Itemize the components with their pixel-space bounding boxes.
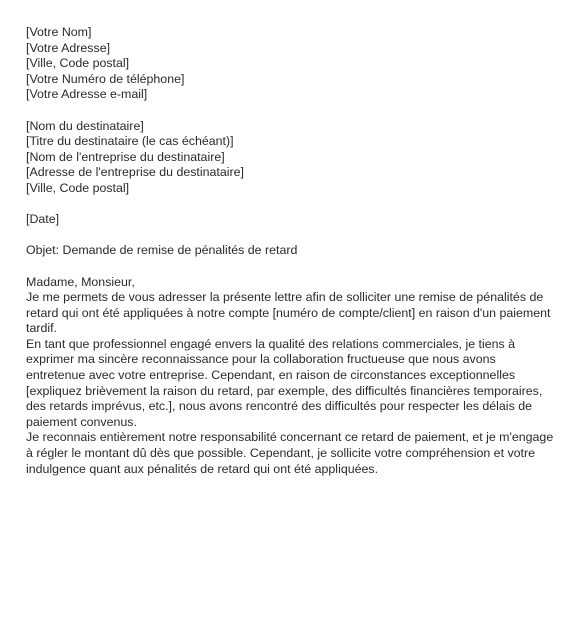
letter-subject [26,243,556,259]
recipient-city-postal: [Ville, Code postal] [26,180,130,195]
recipient-title: [Titre du destinataire (le cas échéant)] [26,134,234,149]
recipient-company: [Nom de l'entreprise du destinataire] [26,149,225,164]
sender-address-block [26,25,556,103]
sender-name: [Votre Nom] [26,25,92,39]
sender-phone: [Votre Numéro de téléphone] [26,71,185,86]
subject-text: Objet: Demande de remise de pénalités de retard [26,243,298,258]
recipient-address-block [26,119,556,197]
recipient-company-address: [Adresse de l'entreprise du destinataire] [26,165,244,180]
letter-date [26,212,556,228]
date-text: [Date] [26,212,60,227]
sender-address: [Votre Adresse] [26,40,111,55]
body-paragraph-2: En tant que professionnel engagé envers la qualité des relations commerciales, je tiens à exprimer ma sincère reconnaissance pour la collaboration fructueuse que nous avons entretenue avec votre entreprise. Cependant, en raison de circonstances exceptionnelles [expliquez brièvement la raison du retard, par exemple, des difficultés financières temporaires, des retards imprévus, etc.], nous avons rencontré des difficultés pour respecter les délais de paiement convenus. [26,336,543,429]
salutation-text: Madame, Monsieur, [26,274,135,289]
body-paragraph-1: Je me permets de vous adresser la présente lettre afin de solliciter une remise de pénalités de retard qui ont été appliquées à notre compte [numéro de compte/client] en raison d'un paiement tardif. [26,290,551,336]
letter-salutation [26,275,556,291]
body-paragraph-3: Je reconnais entièrement notre responsabilité concernant ce retard de paiement, et je m'engage à régler le montant dû dès que possible. Cependant, je sollicite votre compréhension et votre indulgence quant aux pénalités de retard qui ont été appliquées. [26,430,554,476]
sender-email: [Votre Adresse e-mail] [26,87,148,102]
sender-city-postal: [Ville, Code postal] [26,56,130,71]
recipient-name: [Nom du destinataire] [26,118,144,133]
